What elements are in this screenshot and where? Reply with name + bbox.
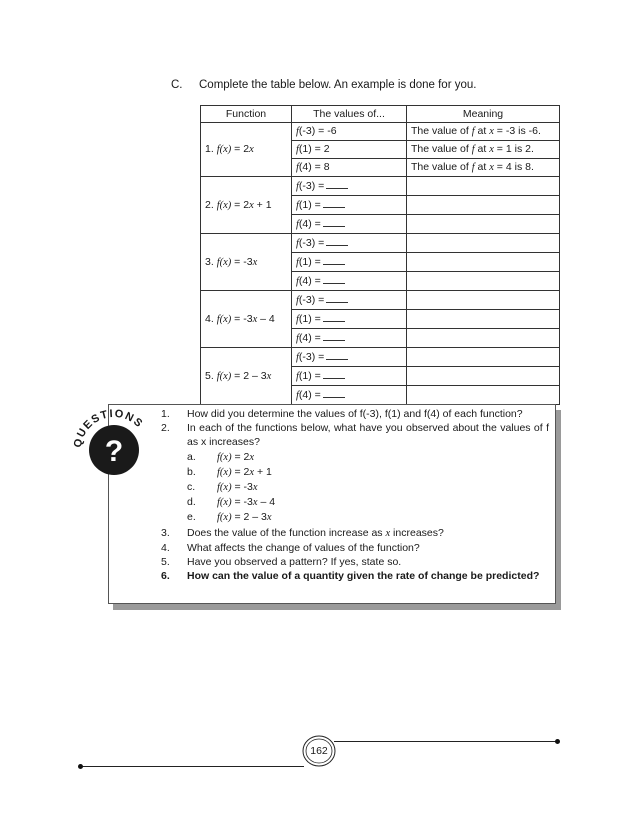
question-2: 2. In each of the functions below, what have you observed about the values of f as x increases? — [161, 422, 549, 449]
list-item: b. f(x) = 2x + 1 — [187, 465, 272, 478]
meaning-cell[interactable] — [407, 253, 560, 272]
value-cell[interactable]: f(4) = — [292, 215, 407, 234]
meaning-cell: The value of f at x = 4 is 8. — [407, 159, 560, 177]
value-cell: f(1) = 2 — [292, 141, 407, 159]
answer-blank[interactable] — [323, 196, 345, 208]
footer-dot-right — [555, 739, 560, 744]
table-header-row — [201, 106, 560, 123]
section-letter: C. — [171, 79, 183, 91]
question-mark: ? — [104, 435, 124, 468]
header-meaning: Meaning — [407, 106, 560, 123]
list-item: d. f(x) = -3x – 4 — [187, 496, 276, 509]
meaning-cell[interactable] — [407, 272, 560, 291]
answer-blank[interactable] — [326, 234, 348, 246]
question-2-text: In each of the functions below, what have you observed about the values of f as x increases? — [187, 422, 549, 449]
meaning-cell[interactable] — [407, 196, 560, 215]
section-heading — [171, 79, 476, 91]
value-cell[interactable]: f(-3) = — [292, 177, 407, 196]
badge-label: QUESTIONS — [71, 407, 146, 449]
value-cell[interactable]: f(1) = — [292, 253, 407, 272]
section-instruction: Complete the table below. An example is done for you. — [199, 79, 477, 91]
value-cell[interactable]: f(1) = — [292, 367, 407, 386]
page-number-badge — [301, 733, 337, 769]
function-cell: 2. f(x) = 2x + 1 — [201, 177, 292, 234]
meaning-cell[interactable] — [407, 177, 560, 196]
function-table — [200, 105, 560, 405]
header-function: Function — [201, 106, 292, 123]
page-number: 162 — [310, 745, 328, 757]
question-2-subitems — [161, 450, 549, 526]
value-cell[interactable]: f(-3) = — [292, 291, 407, 310]
meaning-cell[interactable] — [407, 367, 560, 386]
table-row — [201, 348, 560, 367]
footer-dot-left — [78, 764, 83, 769]
answer-blank[interactable] — [323, 367, 345, 379]
answer-blank[interactable] — [323, 253, 345, 265]
function-cell: 4. f(x) = -3x – 4 — [201, 291, 292, 348]
meaning-cell: The value of f at x = 1 is 2. — [407, 141, 560, 159]
answer-blank[interactable] — [326, 348, 348, 360]
question-3: 3. Does the value of the function increase as x increases? — [161, 526, 444, 539]
question-4: 4. What affects the change of values of the function? — [161, 541, 420, 554]
list-item: e. f(x) = 2 – 3x — [187, 511, 272, 524]
meaning-cell[interactable] — [407, 234, 560, 253]
function-cell: 5. f(x) = 2 – 3x — [201, 348, 292, 405]
value-cell[interactable]: f(-3) = — [292, 348, 407, 367]
value-cell: f(-3) = -6 — [292, 123, 407, 141]
value-cell[interactable]: f(4) = — [292, 329, 407, 348]
answer-blank[interactable] — [326, 291, 348, 303]
answer-blank[interactable] — [326, 177, 348, 189]
question-1-text: How did you determine the values of f(-3), f(1) and f(4) of each function? — [187, 408, 523, 420]
footer-line-right — [334, 741, 558, 742]
questions-badge-icon — [70, 398, 156, 484]
table-row — [201, 291, 560, 310]
footer-line-left — [80, 766, 304, 767]
value-cell[interactable]: f(1) = — [292, 310, 407, 329]
table-row — [201, 123, 560, 141]
answer-blank[interactable] — [323, 272, 345, 284]
meaning-cell[interactable] — [407, 329, 560, 348]
value-cell: f(4) = 8 — [292, 159, 407, 177]
answer-blank[interactable] — [323, 310, 345, 322]
value-cell[interactable]: f(4) = — [292, 272, 407, 291]
value-cell[interactable]: f(4) = — [292, 386, 407, 405]
answer-blank[interactable] — [323, 329, 345, 341]
meaning-cell: The value of f at x = -3 is -6. — [407, 123, 560, 141]
table-row — [201, 177, 560, 196]
header-values: The values of... — [292, 106, 407, 123]
meaning-cell[interactable] — [407, 215, 560, 234]
function-cell: 1. f(x) = 2x — [201, 123, 292, 177]
value-cell[interactable]: f(1) = — [292, 196, 407, 215]
question-6: 6. How can the value of a quantity given the rate of change be predicted? — [161, 570, 540, 583]
meaning-cell[interactable] — [407, 348, 560, 367]
question-5: 5. Have you observed a pattern? If yes, state so. — [161, 556, 402, 569]
meaning-cell[interactable] — [407, 310, 560, 329]
table-row — [201, 234, 560, 253]
function-cell: 3. f(x) = -3x — [201, 234, 292, 291]
list-item: a. f(x) = 2x — [187, 450, 255, 463]
answer-blank[interactable] — [323, 215, 345, 227]
answer-blank[interactable] — [323, 386, 345, 398]
questions-list — [161, 407, 549, 583]
question-1: 1. How did you determine the values of f(-3), f(1) and f(4) of each function? — [161, 408, 523, 420]
value-cell[interactable]: f(-3) = — [292, 234, 407, 253]
meaning-cell[interactable] — [407, 386, 560, 405]
list-item: c. f(x) = -3x — [187, 481, 258, 494]
meaning-cell[interactable] — [407, 291, 560, 310]
